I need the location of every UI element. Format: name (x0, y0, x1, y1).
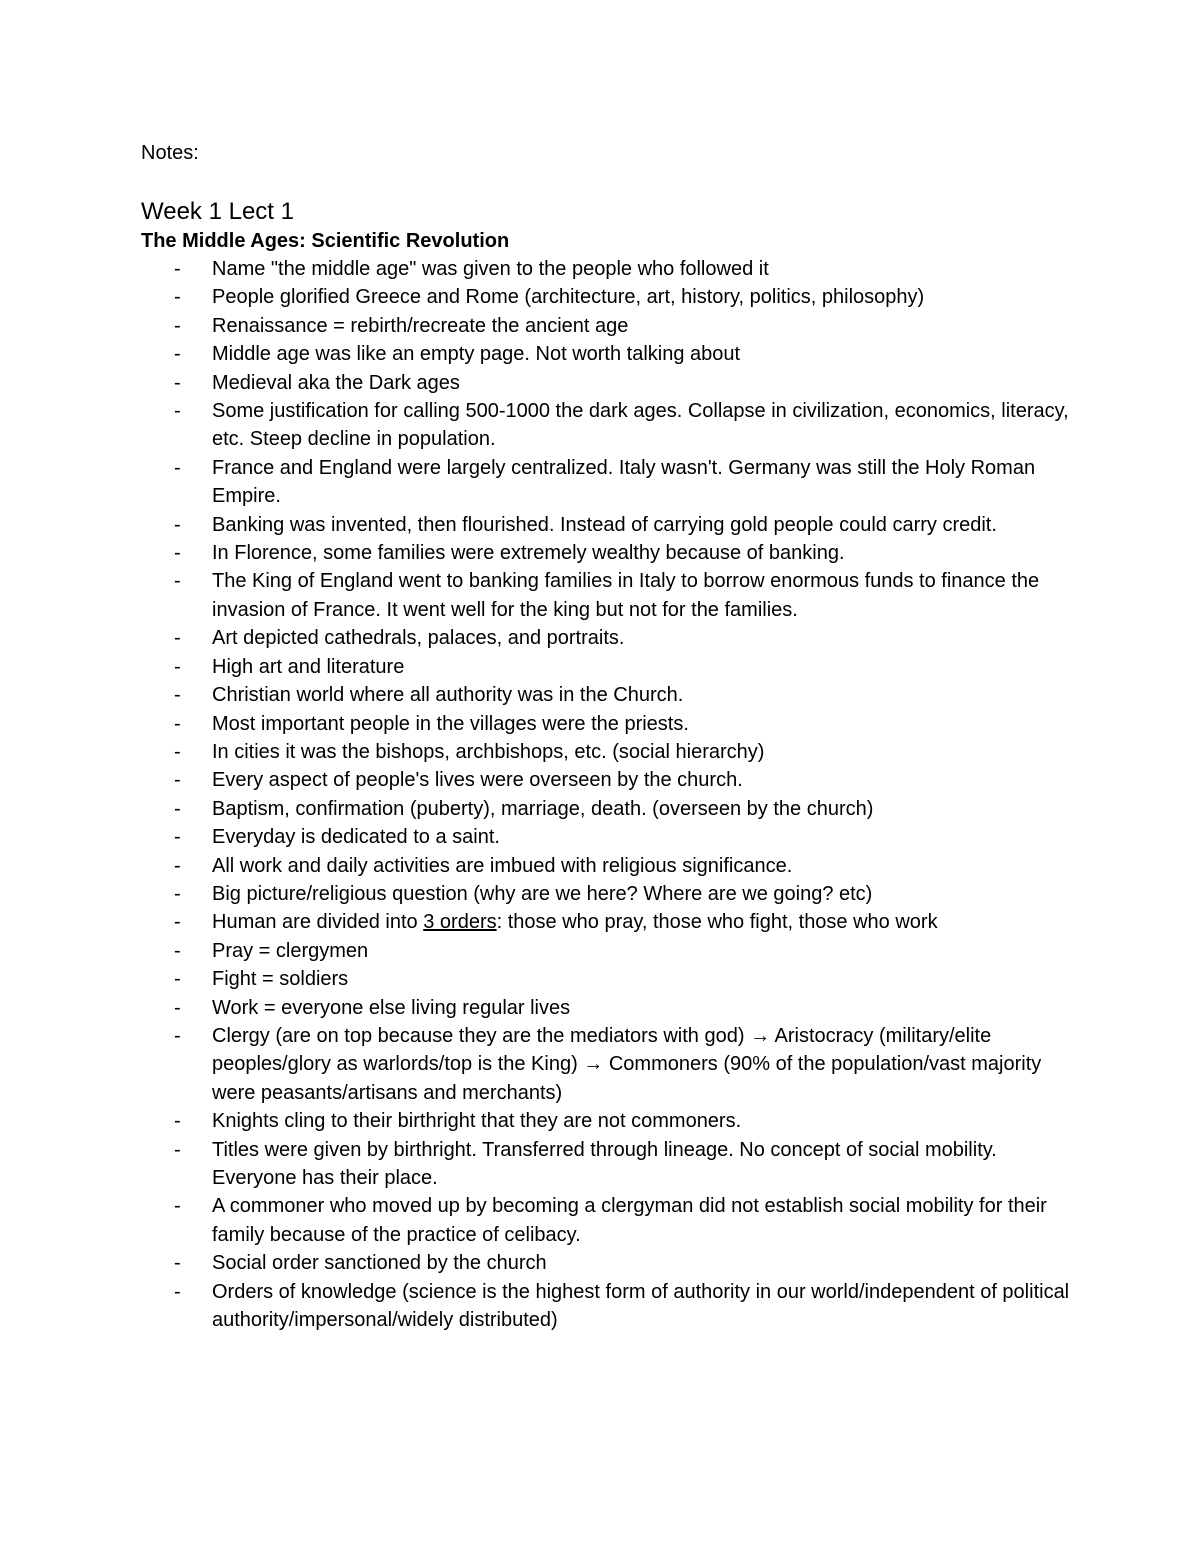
list-item (141, 511, 1081, 539)
underlined-term: 3 orders (423, 911, 497, 934)
bullet-dash: - (174, 882, 181, 905)
bullet-dash: - (174, 911, 181, 934)
list-item (141, 1192, 1081, 1249)
list-item (141, 312, 1081, 340)
bullet-dash: - (174, 258, 181, 280)
bullet-dash: - (174, 939, 181, 962)
list-item-text: Most important people in the villages were the priests. (212, 712, 689, 735)
bullet-dash: - (174, 286, 181, 309)
list-item (141, 965, 1081, 993)
list-item (141, 567, 1081, 624)
list-item (141, 937, 1081, 965)
bullet-dash: - (174, 542, 181, 565)
bullet-dash: - (174, 456, 181, 479)
bullet-dash: - (174, 769, 181, 792)
list-item (141, 1022, 1081, 1107)
bullet-dash: - (174, 314, 181, 337)
list-item-text: Social order sanctioned by the church (212, 1252, 547, 1275)
list-item (141, 397, 1081, 454)
bullet-dash: - (174, 400, 181, 423)
list-item (141, 823, 1081, 851)
list-item (141, 653, 1081, 681)
list-item-text: Pray = clergymen (212, 939, 369, 962)
list-item-text: Renaissance = rebirth/recreate the ancient age (212, 314, 629, 337)
list-item (141, 908, 1081, 936)
bullet-dash: - (174, 627, 181, 650)
list-item (141, 454, 1081, 511)
list-item (141, 539, 1081, 567)
list-item (141, 681, 1081, 709)
list-item (141, 1107, 1081, 1135)
list-item-text: : those who pray, those who fight, those who work (496, 911, 938, 934)
list-item (141, 738, 1081, 766)
list-item-text: A commoner who moved up by becoming a clergyman did not establish social mobility for their family because of the practice of celibacy. (212, 1195, 1047, 1246)
list-item (141, 1278, 1081, 1335)
list-item-text: Everyday is dedicated to a saint. (212, 826, 500, 849)
list-item-text: Art depicted cathedrals, palaces, and portraits. (212, 627, 625, 650)
list-item (141, 795, 1081, 823)
bullet-dash: - (174, 1138, 181, 1161)
list-item (141, 852, 1081, 880)
list-item-text: Christian world where all authority was in the Church. (212, 684, 684, 707)
list-item-text: All work and daily activities are imbued with religious significance. (212, 854, 793, 877)
list-item (141, 1249, 1081, 1277)
bullet-dash: - (174, 371, 181, 394)
list-item (141, 624, 1081, 652)
bullet-dash: - (174, 1110, 181, 1133)
bullet-dash: - (174, 854, 181, 877)
list-item-text: Baptism, confirmation (puberty), marriage, death. (overseen by the church) (212, 797, 874, 820)
list-item (141, 766, 1081, 794)
notes-label: Notes: (141, 142, 199, 164)
list-item (141, 994, 1081, 1022)
week-title: Week 1 Lect 1 (141, 198, 294, 225)
list-item (141, 710, 1081, 738)
bullet-dash: - (174, 1252, 181, 1275)
list-item (141, 255, 1081, 283)
list-item-text: High art and literature (212, 655, 405, 678)
bullet-dash: - (174, 1024, 181, 1047)
list-item-text: Work = everyone else living regular lives (212, 996, 571, 1019)
bullet-dash: - (174, 513, 181, 536)
list-item-text: Fight = soldiers (212, 968, 349, 991)
list-item-text: Medieval aka the Dark ages (212, 371, 460, 394)
list-item-text: Banking was invented, then flourished. Instead of carrying gold people could carry credit. (212, 513, 997, 536)
list-item (141, 880, 1081, 908)
bullet-list (141, 255, 1081, 1334)
list-item-text: Titles were given by birthright. Transferred through lineage. No concept of social mobility. Everyone has their place. (212, 1138, 997, 1189)
list-item-text: Some justification for calling 500-1000 the dark ages. Collapse in civilization, economics, literacy, etc. Steep decline in population. (212, 400, 1069, 451)
list-item-text: Every aspect of people's lives were overseen by the church. (212, 769, 743, 792)
bullet-dash: - (174, 740, 181, 763)
list-item-text: In Florence, some families were extremely wealthy because of banking. (212, 542, 845, 565)
bullet-dash: - (174, 655, 181, 678)
document-page (141, 139, 1081, 1334)
bullet-dash: - (174, 996, 181, 1019)
list-item (141, 1136, 1081, 1193)
section-title: The Middle Ages: Scientific Revolution (141, 230, 510, 252)
list-item-text: Knights cling to their birthright that they are not commoners. (212, 1110, 742, 1133)
list-item-text: People glorified Greece and Rome (architecture, art, history, politics, philosophy) (212, 286, 925, 309)
bullet-dash: - (174, 712, 181, 735)
list-item (141, 340, 1081, 368)
bullet-dash: - (174, 1280, 181, 1303)
list-item-text: Middle age was like an empty page. Not worth talking about (212, 343, 741, 366)
list-item-text: In cities it was the bishops, archbishops, etc. (social hierarchy) (212, 740, 765, 763)
list-item-text: The King of England went to banking families in Italy to borrow enormous funds to finance the invasion of France. It went well for the king but not for the families. (212, 570, 1040, 621)
list-item-text: Human are divided into (212, 911, 424, 934)
bullet-dash: - (174, 826, 181, 849)
bullet-dash: - (174, 968, 181, 991)
list-item-text: Orders of knowledge (science is the highest form of authority in our world/independent of political authority/impersonal/widely distributed) (212, 1280, 1070, 1332)
bullet-dash: - (174, 343, 181, 366)
list-item (141, 283, 1081, 311)
bullet-dash: - (174, 570, 181, 593)
list-item (141, 369, 1081, 397)
list-item-text: France and England were largely centralized. Italy wasn't. Germany was still the Holy Roman Empire. (212, 456, 1036, 508)
list-item-text: Name "the middle age" was given to the people who followed it (212, 258, 769, 280)
bullet-dash: - (174, 1195, 181, 1218)
bullet-dash: - (174, 684, 181, 707)
list-item-text: Clergy (are on top because they are the mediators with god) → Aristocracy (military/elite peoples/glory as warlords/top is the King) → Commoners (90% of the population/vast majority were peasants/artisans and merchants) (212, 1024, 1042, 1104)
list-item-text: Big picture/religious question (why are we here? Where are we going? etc) (212, 882, 873, 905)
bullet-dash: - (174, 797, 181, 820)
